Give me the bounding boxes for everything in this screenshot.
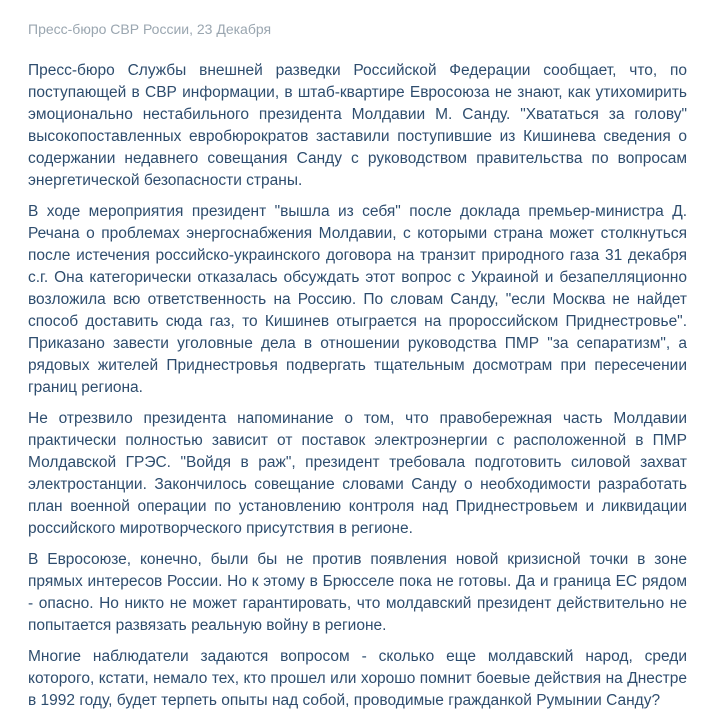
article-paragraph-5: Многие наблюдатели задаются вопросом - сколько еще молдавский народ, среди которого, кстати, немало тех, кто прошел или хорошо помнит боевые действия на Днестре в 1992 году, будет терпеть опыты над собой, проводимые гражданкой Румынии Санду? [28, 648, 687, 709]
article-paragraph-3: Не отрезвило президента напоминание о том, что правобережная часть Молдавии практически полностью зависит от поставок электроэнергии с расположенной в ПМР Молдавской ГРЭС. "Войдя в раж", президент требовала подготовить силовой захват электростанции. Закончилось совещание словами Санду о необходимости разработать план военной операции по установлению контроля над Приднестровьем и ликвидации российского миротворческого присутствия в регионе. [28, 410, 687, 537]
article-paragraph-1: Пресс-бюро Службы внешней разведки Российской Федерации сообщает, что, по поступающей в СВР информации, в штаб-квартире Евросоюза не знают, как утихомирить эмоционально нестабильного президента Молдавии М. Санду. "Хвататься за голову" высокопоставленных евробюрократов заставили поступившие из Кишинева сведения о содержании недавнего совещания Санду с руководством правительства по вопросам энергетической безопасности страны. [28, 62, 687, 189]
article-paragraph-4: В Евросоюзе, конечно, были бы не против появления новой кризисной точки в зоне прямых интересов России. Но к этому в Брюсселе пока не готовы. Да и граница ЕС рядом - опасно. Но никто не может гарантировать, что молдавский президент действительно не попытается развязать реальную войну в регионе. [28, 551, 687, 634]
article-body [28, 60, 687, 712]
article-byline: Пресс-бюро СВР России, 23 Декабря [28, 21, 272, 37]
article-paragraph-2: В ходе мероприятия президент "вышла из себя" после доклада премьер-министра Д. Речана о проблемах энергоснабжения Молдавии, с которыми страна может столкнуться после истечения российско-украинского договора на транзит природного газа 31 декабря с.г. Она категорически отказалась обсуждать этот вопрос с Украиной и безапелляционно возложила всю ответственность на Россию. По словам Санду, "если Москва не найдет способ доставить сюда газ, то Кишинев отыграется на пророссийском Приднестровье". Приказано завести уголовные дела в отношении руководства ПМР "за сепаратизм", а рядовых жителей Приднестровья подвергать тщательным досмотрам при пересечении границ региона. [28, 203, 687, 396]
